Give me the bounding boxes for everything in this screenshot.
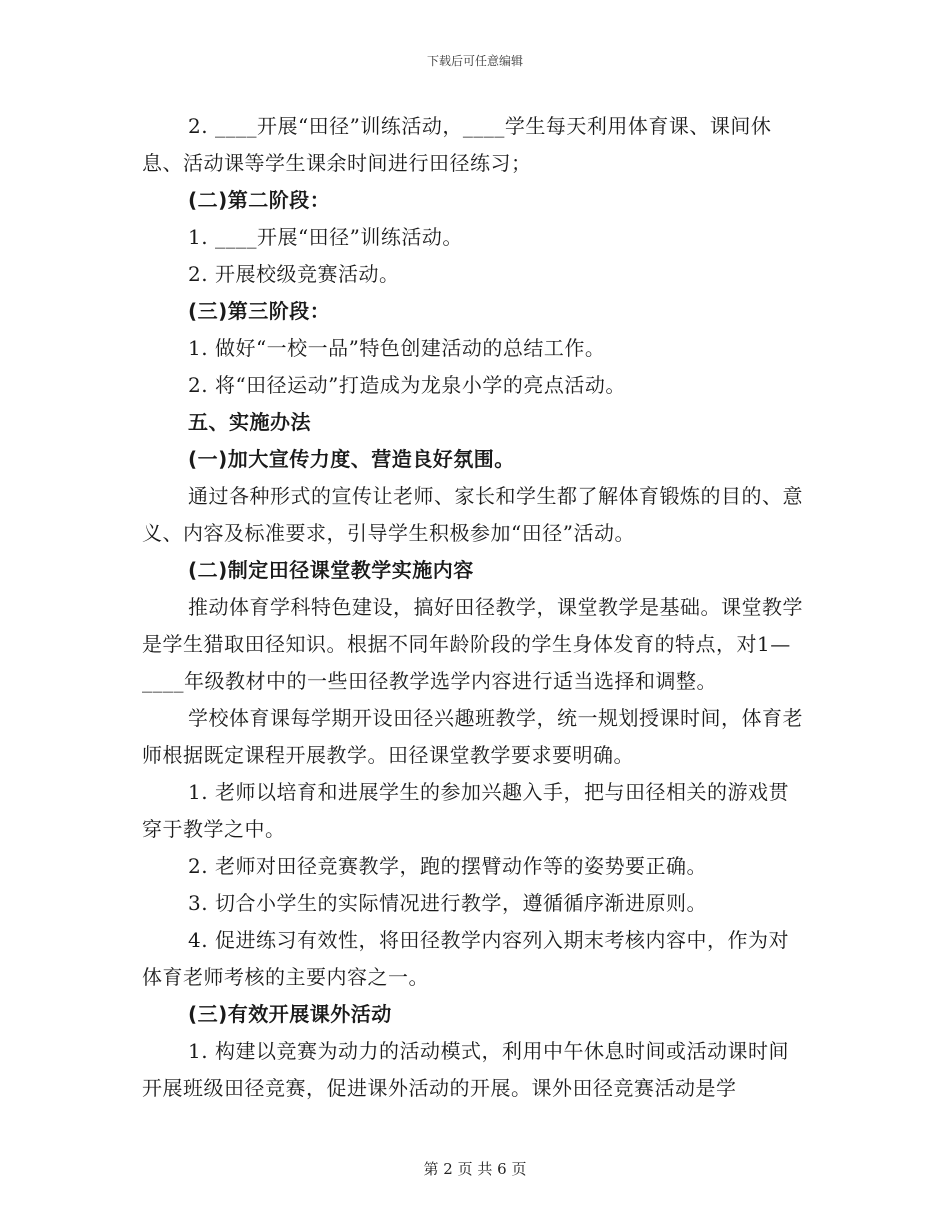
paragraph: 1. ____开展“田径”训练活动。: [188, 225, 463, 249]
section-heading: (二)第二阶段：: [188, 188, 331, 212]
section-heading: 五、实施办法: [188, 410, 311, 434]
paragraph: 1. 老师以培育和进展学生的参加兴趣入手，把与田径相关的游戏贯穿于教学之中。: [142, 780, 789, 841]
page-header: 下载后可任意编辑: [426, 54, 523, 68]
section-heading: (二)制定田径课堂教学实施内容: [188, 558, 474, 582]
paragraph: 2. 老师对田径竞赛教学，跑的摆臂动作等的姿势要正确。: [188, 854, 707, 878]
paragraph: 2. 开展校级竞赛活动。: [188, 262, 400, 286]
paragraph: 通过各种形式的宣传让老师、家长和学生都了解体育锻炼的目的、意义、内容及标准要求，引导学生积极参加“田径”活动。: [142, 484, 803, 545]
paragraph: 学校体育课每学期开设田径兴趣班教学，统一规划授课时间，体育老师根据既定课程开展教学。田径课堂教学要求要明确。: [142, 706, 803, 767]
paragraph: 2. 将“田径运动”打造成为龙泉小学的亮点活动。: [188, 373, 626, 397]
paragraph: 3. 切合小学生的实际情况进行教学，遵循循序渐进原则。: [188, 891, 707, 915]
document-body: [142, 108, 807, 1107]
paragraph: 1. 做好“一校一品”特色创建活动的总结工作。: [188, 336, 606, 360]
paragraph: 推动体育学科特色建设，搞好田径教学，课堂教学是基础。课堂教学是学生猎取田径知识。根据不同年龄阶段的学生身体发育的特点，对1—____年级教材中的一些田径教学选学内容进行适当选择和调整。: [142, 595, 803, 693]
section-heading: (三)有效开展课外活动: [188, 1002, 392, 1026]
page-footer: 第 2 页 共 6 页: [423, 1160, 527, 1178]
paragraph: 1. 构建以竞赛为动力的活动模式，利用中午休息时间或活动课时间开展班级田径竞赛，促进课外活动的开展。课外田径竞赛活动是学: [142, 1039, 789, 1100]
paragraph: 4. 促进练习有效性，将田径教学内容列入期末考核内容中，作为对体育老师考核的主要内容之一。: [142, 928, 789, 989]
section-heading: (三)第三阶段：: [188, 299, 331, 323]
paragraph: 2. ____开展“田径”训练活动，____学生每天利用体育课、课间休息、活动课等学生课余时间进行田径练习；: [142, 114, 772, 175]
section-heading: (一)加大宣传力度、营造良好氛围。: [188, 447, 515, 471]
